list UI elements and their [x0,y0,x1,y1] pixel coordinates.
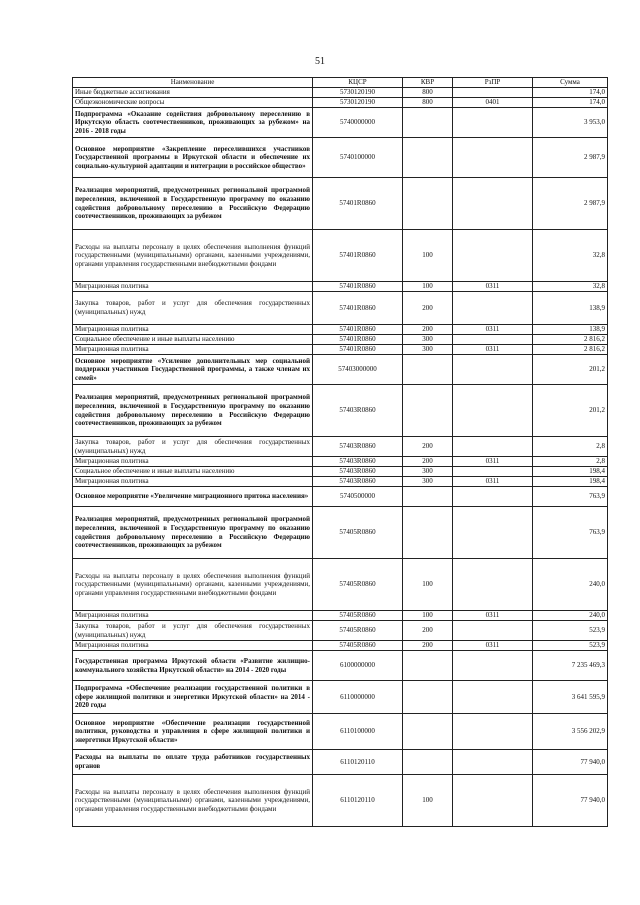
row-kvr: 200 [403,437,453,457]
row-kcsr: 57403R0860 [313,467,403,477]
row-rzpr [453,750,533,775]
row-sum: 2 987,9 [533,138,608,178]
row-kvr [403,108,453,138]
row-kvr [403,750,453,775]
row-sum: 138,9 [533,292,608,325]
row-kvr: 100 [403,230,453,282]
row-rzpr [453,651,533,681]
row-sum: 240,0 [533,559,608,611]
table-row [73,335,608,345]
row-sum: 2,8 [533,457,608,467]
row-kvr [403,714,453,750]
table-row [73,230,608,282]
row-sum: 138,9 [533,325,608,335]
row-kvr: 100 [403,559,453,611]
row-name: Миграционная политика [73,282,313,292]
row-kcsr: 6100000000 [313,651,403,681]
row-name: Основное мероприятие «Обеспечение реализации государственной политики, руководства и управления в сфере жилищной политики и энергетики Иркутской области» [73,714,313,750]
row-rzpr [453,88,533,98]
row-kcsr: 57401R0860 [313,230,403,282]
row-rzpr [453,355,533,385]
row-sum: 32,8 [533,282,608,292]
row-kvr: 200 [403,621,453,641]
row-rzpr: 0311 [453,477,533,487]
row-kcsr: 57401R0860 [313,335,403,345]
row-sum: 240,0 [533,611,608,621]
row-kcsr: 57405R0860 [313,611,403,621]
row-rzpr [453,230,533,282]
row-sum: 2 816,2 [533,335,608,345]
row-kvr: 100 [403,611,453,621]
row-kcsr: 57405R0860 [313,507,403,559]
row-rzpr [453,507,533,559]
table-row [73,559,608,611]
row-rzpr: 0311 [453,457,533,467]
row-kcsr: 5740100000 [313,138,403,178]
row-kvr: 100 [403,282,453,292]
row-kvr [403,507,453,559]
row-sum: 7 235 469,3 [533,651,608,681]
row-sum: 3 556 202,9 [533,714,608,750]
table-row [73,611,608,621]
row-rzpr [453,138,533,178]
row-kvr: 200 [403,325,453,335]
row-name: Реализация мероприятий, предусмотренных региональной программой переселения, включенной в Государственную программу по оказанию содействия добровольному переселению в Российскую Федерацию соотечественников, проживающих за рубежом [73,178,313,230]
row-name: Миграционная политика [73,611,313,621]
row-name: Расходы на выплаты персоналу в целях обеспечения выполнения функций государственными (муниципальными) органами, казенными учреждениями, органами управления государственными внебюджетными фондами [73,230,313,282]
row-kcsr: 57403000000 [313,355,403,385]
row-name: Миграционная политика [73,325,313,335]
row-sum: 198,4 [533,477,608,487]
row-name: Закупка товаров, работ и услуг для обеспечения государственных (муниципальных) нужд [73,292,313,325]
header-rzpr: РзПР [453,78,533,88]
row-name: Реализация мероприятий, предусмотренных региональной программой переселения, включенной в Государственную программу по оказанию содействия добровольному переселению в Российскую Федерацию соотечественников, проживающих за рубежом [73,385,313,437]
row-kvr: 300 [403,477,453,487]
row-kcsr: 57401R0860 [313,282,403,292]
row-sum: 32,8 [533,230,608,282]
row-sum: 201,2 [533,355,608,385]
row-rzpr [453,292,533,325]
row-sum: 198,4 [533,467,608,477]
row-kcsr: 57403R0860 [313,457,403,467]
row-name: Социальное обеспечение и иные выплаты населению [73,335,313,345]
row-kvr: 100 [403,775,453,827]
row-sum: 2,8 [533,437,608,457]
row-rzpr [453,681,533,714]
table-row [73,457,608,467]
row-name: Миграционная политика [73,641,313,651]
budget-table [72,77,608,827]
row-name: Основное мероприятие «Увеличение миграционного притока населения» [73,487,313,507]
row-sum: 77 940,0 [533,775,608,827]
table-row [73,507,608,559]
row-sum: 2 987,9 [533,178,608,230]
row-kcsr: 57403R0860 [313,477,403,487]
row-rzpr [453,714,533,750]
row-name: Государственная программа Иркутской области «Развитие жилищно-коммунального хозяйства Иркутской области» на 2014 - 2020 годы [73,651,313,681]
row-sum: 3 641 595,9 [533,681,608,714]
row-kcsr: 57401R0860 [313,325,403,335]
row-kcsr: 57401R0860 [313,345,403,355]
row-kcsr: 57403R0860 [313,437,403,457]
table-row [73,282,608,292]
row-rzpr: 0311 [453,325,533,335]
row-kvr: 200 [403,641,453,651]
row-rzpr [453,775,533,827]
table-row [73,621,608,641]
row-rzpr [453,108,533,138]
row-kvr [403,651,453,681]
row-rzpr [453,487,533,507]
row-name: Миграционная политика [73,345,313,355]
row-sum: 523,9 [533,641,608,651]
row-kcsr: 5730120190 [313,88,403,98]
row-name: Общеэкономические вопросы [73,98,313,108]
table-row [73,651,608,681]
row-name: Миграционная политика [73,477,313,487]
row-kvr: 300 [403,345,453,355]
row-kvr: 300 [403,335,453,345]
row-rzpr [453,178,533,230]
row-name: Реализация мероприятий, предусмотренных региональной программой переселения, включенной в Государственную программу по оказанию содействия добровольному переселению в Российскую Федерацию соотечественников, проживающих за рубежом [73,507,313,559]
row-name: Основное мероприятие «Закрепление переселившихся участников Государственной программы в Иркутской области и обеспечение их социально-культурной адаптации и интеграции в российское общество» [73,138,313,178]
table-row [73,467,608,477]
row-rzpr: 0401 [453,98,533,108]
table-row [73,487,608,507]
row-kcsr: 5740500000 [313,487,403,507]
table-row [73,88,608,98]
row-rzpr [453,559,533,611]
row-kvr [403,487,453,507]
header-kvr: КВР [403,78,453,88]
row-sum: 2 816,2 [533,345,608,355]
row-name: Миграционная политика [73,457,313,467]
row-kcsr: 6110100000 [313,714,403,750]
table-row [73,178,608,230]
table-row [73,325,608,335]
row-kvr [403,385,453,437]
row-name: Основное мероприятие «Усиление дополнительных мер социальной поддержки участников Государственной программы, а также членам их семей» [73,355,313,385]
row-name: Расходы на выплаты персоналу в целях обеспечения выполнения функций государственными (муниципальными) органами, казенными учреждениями, органами управления государственными внебюджетными фондами [73,559,313,611]
table-header-row [73,78,608,88]
row-name: Подпрограмма «Оказание содействия добровольному переселению в Иркутскую область соотечественников, проживающих за рубежом» на 2016 - 2018 годы [73,108,313,138]
row-sum: 763,9 [533,507,608,559]
table-row [73,750,608,775]
row-rzpr: 0311 [453,345,533,355]
row-rzpr [453,335,533,345]
row-name: Социальное обеспечение и иные выплаты населению [73,467,313,477]
row-name: Иные бюджетные ассигнования [73,88,313,98]
row-kcsr: 57405R0860 [313,641,403,651]
table-body [73,88,608,827]
row-rzpr [453,385,533,437]
row-kcsr: 5730120190 [313,98,403,108]
row-kvr: 300 [403,467,453,477]
row-kcsr: 57403R0860 [313,385,403,437]
row-sum: 3 953,0 [533,108,608,138]
table-row [73,108,608,138]
header-sum: Сумма [533,78,608,88]
row-sum: 763,9 [533,487,608,507]
table-row [73,138,608,178]
row-kvr [403,355,453,385]
table-row [73,681,608,714]
row-name: Подпрограмма «Обеспечение реализации государственной политики в сфере жилищной политики и энергетики Иркутской области» на 2014 - 2020 годы [73,681,313,714]
table-row [73,292,608,325]
table-row [73,477,608,487]
table-row [73,98,608,108]
row-kvr: 200 [403,292,453,325]
row-rzpr: 0311 [453,611,533,621]
table-row [73,437,608,457]
row-kvr: 200 [403,457,453,467]
header-kcsr: КЦСР [313,78,403,88]
row-kvr [403,178,453,230]
row-name: Расходы на выплаты по оплате труда работников государственных органов [73,750,313,775]
row-kvr [403,138,453,178]
row-kcsr: 57405R0860 [313,621,403,641]
row-sum: 201,2 [533,385,608,437]
row-kcsr: 57405R0860 [313,559,403,611]
row-kcsr: 6110120110 [313,750,403,775]
row-sum: 174,0 [533,98,608,108]
row-kcsr: 57401R0860 [313,292,403,325]
table-row [73,385,608,437]
row-name: Закупка товаров, работ и услуг для обеспечения государственных (муниципальных) нужд [73,437,313,457]
row-kcsr: 6110000000 [313,681,403,714]
row-name: Закупка товаров, работ и услуг для обеспечения государственных (муниципальных) нужд [73,621,313,641]
row-rzpr: 0311 [453,282,533,292]
row-rzpr [453,467,533,477]
table-row [73,714,608,750]
header-name: Наименование [73,78,313,88]
table-row [73,345,608,355]
row-sum: 77 940,0 [533,750,608,775]
row-rzpr: 0311 [453,641,533,651]
row-kcsr: 57401R0860 [313,178,403,230]
row-rzpr [453,621,533,641]
row-kcsr: 6110120110 [313,775,403,827]
row-kcsr: 5740000000 [313,108,403,138]
table-row [73,775,608,827]
table-row [73,355,608,385]
row-kvr: 800 [403,88,453,98]
row-sum: 174,0 [533,88,608,98]
row-sum: 523,9 [533,621,608,641]
row-rzpr [453,437,533,457]
page-number: 51 [315,56,325,67]
row-name: Расходы на выплаты персоналу в целях обеспечения выполнения функций государственными (муниципальными) органами, казенными учреждениями, органами управления государственными внебюджетными фондами [73,775,313,827]
row-kvr [403,681,453,714]
row-kvr: 800 [403,98,453,108]
table-row [73,641,608,651]
